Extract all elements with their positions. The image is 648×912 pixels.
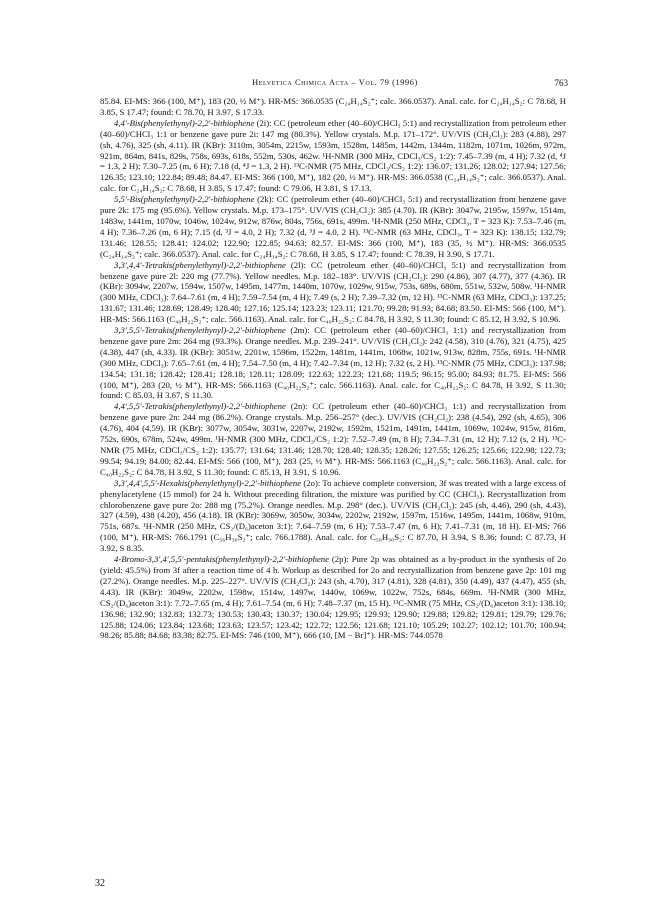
compound-title: 3,3′,4,4′-Tetrakis(phenylethynyl)-2,2′-bithiophene — [114, 259, 286, 270]
article-body — [100, 96, 566, 641]
running-header — [102, 78, 568, 90]
compound-title: 4,4′,5,5′-Tetrakis(phenylethynyl)-2,2′-bithiophene — [114, 401, 286, 412]
paragraph — [100, 96, 566, 118]
paragraph — [100, 325, 566, 401]
paragraph-text: 85.84. EI-MS: 366 (100, M⁺), 183 (20, ½ M⁺). HR-MS: 366.0535 (C₂₄H₁₄S₂⁺; calc. 366.0537). Anal. calc. for C₂₄H₁₄S₂: C 78.68, H 3.85, S 17.47; found: C 78.70, H 3.97, S 17.33. — [100, 96, 566, 117]
compound-title: 5,5′-Bis(phenylethynyl)-2,2′-bithiophene — [114, 194, 255, 205]
paragraph — [100, 554, 566, 641]
paragraph-text: (2i): CC (petroleum ether (40–60)/CHCl₃ 5:1) and recrystallization from petroleum ether (40–60)/CHCl₃ 1:1 or benzene gave pure 2i: 147 mg (80.3%). Yellow crystals. M.p. 171–172°. UV/VIS (CH₂Cl₂): 283 (4.88), 297 (sh, 4.76), 325 (sh, 4.11). IR (KBr): 3110m, 3054m, 2215w, 1593m, 1528m, 1485m, 1442m, 1344m, 1182m, 1071m, 1026m, 972m, 921m, 864m, 841s, 829s, 758s, 693s, 618s, 552m, 530s, 462w. ¹H-NMR (300 MHz, CDCl₃/CS₂ 1:2): 7.45–7.39 (m, 4 H); 7.32 (d, ⁴J = 1.3, 2 H); 7.30–7.25 (m, 6 H); 7.18 (d, ⁴J = 1.3, 2 H). ¹³C-NMR (75 MHz, CDCl₃/CS₂ 1:2): 136.07; 131.26; 128.02; 127.94; 127.56; 126.35; 123.10; 122.84; 89.48; 84.47. EI-MS: 366 (100, M⁺), 182 (20, ½ M⁺). HR-MS: 366.0538 (C₂₄H₁₄S₂⁺; calc. 366.0537). Anal. calc. for C₂₄H₁₄S₂: C 78.68, H 3.85, S 17.47; found: C 79.06, H 3.81, S 17.13. — [100, 117, 566, 194]
paragraph-text: (2k): CC (petroleum ether (40–60)/CHCl₃ 5:1) and recrystallization from benzene gave pure 2k: 175 mg (95.6%). Yellow crystals. M.p. 173–175°. UV/VIS (CH₂Cl₂): 385 (4.70). IR (KBr): 3047w, 2195w, 1597w, 1514m, 1483w, 1441m, 1070w, 1046w, 1024w, 912w, 876w, 804s, 756s, 691s, 499m. ¹H-NMR (250 MHz, CDCl₃, T = 323 K): 7.53–7.46 (m, 4 H); 7.36–7.26 (m, 6 H); 7.15 (d, ³J = 4.0, 2 H); 7.32 (d, ³J = 4.0, 2 H). ¹³C-NMR (63 MHz, CDCl₃, T = 323 K): 138.15; 132.79; 131.46; 128.55; 128.41; 124.02; 122.90; 122.85; 94.63; 82.57. EI-MS: 366 (100, M⁺), 183 (35, ½ M⁺). HR-MS: 366.0535 (C₂₄H₁₄S₂⁺; calc. 366.0537). Anal. calc. for C₂₄H₁₄S₂: C 78.68, H 3.85, S 17.47; found: C 78.39, H 3.90, S 17.71. — [100, 194, 566, 259]
journal-title: Helvetica Chimica Acta – Vol. 79 (1996) — [252, 78, 418, 87]
paragraph — [100, 194, 566, 259]
page-number: 763 — [554, 78, 568, 88]
footer-number: 32 — [95, 878, 105, 889]
paragraph-text: (2l): CC (petroleum ether (40–60)/CHCl₃ 5:1) and recrystallization from benzene gave pure 2l: 220 mg (77.7%). Yellow needles. M.p. 182–183°. UV/VIS (CH₂Cl₂): 290 (4.86), 307 (4.77), 377 (4.36). IR (KBr): 3094w, 2207w, 1594w, 1507w, 1495m, 1477m, 1440m, 1070w, 1029w, 915w, 753s, 689s, 680m, 551w, 532w, 508w. ¹H-NMR (300 MHz, CDCl₃): 7.64–7.61 (m, 4 H); 7.59–7.54 (m, 4 H); 7.49 (s, 2 H); 7.39–7.32 (m, 12 H). ¹³C-NMR (63 MHz, CDCl₃): 137.25; 131.67; 131.46; 128.69; 128.49; 128.40; 127.16; 125.14; 123.23; 123.11; 121.70; 99.28; 91.93; 84.68; 83.50. EI-MS: 566 (100, M⁺). HR-MS: 566.1163 (C₄₀H₂₂S₂⁺; calc. 566.1163). Anal. calc. for C₄₀H₂₂S₂: C 84.78, H 3.92, S 11.30; found: C 85.12, H 3.92, S 10.96. — [100, 259, 566, 325]
compound-title: 3,3′,4,4′,5,5′-Hexakis(phenylethynyl)-2,2′-bithiophene — [114, 477, 302, 488]
paragraph — [100, 118, 566, 194]
paragraph — [100, 401, 566, 477]
paragraph-text: (2o): To achieve complete conversion, 3f was treated with a large excess of phenylacetylene (15 mmol) for 24 h. Without preceding filtration, the mixture was purified by CC (CHCl₃). Recrystallization from chlorobenzene gave pure 2o: 288 mg (75.2%). Orange needles. M.p. 298° (dec.). UV/VIS (CH₂Cl₂): 245 (sh, 4.46), 290 (sh, 4.43), 327 (4.59), 438 (4.20), 456 (4.18). IR (KBr): 3069w, 3050w, 3034w, 2202w, 2192w, 1597m, 1516w, 1495m, 1441m, 1068w, 910m, 751s, 687s. ¹H-NMR (250 MHz, CS₂/(D₆)aceton 3:1): 7.64–7.59 (m, 6 H); 7.53–7.47 (m, 6 H); 7.41–7.31 (m, 18 H). EI-MS: 766 (100, M⁺). HR-MS: 766.1791 (C₅₆H₃₀S₂⁺; calc. 766.1788). Anal. calc. for C₅₆H₃₀S₂: C 87.70, H 3.94, S 8.36; found: C 87.73, H 3.92, S 8.35. — [100, 477, 566, 554]
paragraph-text: (2p): Pure 2p was obtained as a by-product in the synthesis of 2o (yield: 45.5%) from 3f after a reaction time of 4 h. Workup as described for 2o and recrystallization from benzene gave 2p: 101 mg (27.2%). Orange needles. M.p. 225–227°. UV/VIS (CH₂Cl₂): 243 (sh, 4.70), 317 (4.81), 328 (4.81), 350 (4.49), 437 (4.47), 455 (sh, 4.43). IR (KBr): 3049w, 2202w, 1598w, 1514w, 1497w, 1440w, 1069w, 1022w, 752s, 684s, 669m. ¹H-NMR (300 MHz, CS₂/(D₆)aceton 3:1): 7.72–7.65 (m, 4 H); 7.61–7.54 (m, 6 H); 7.48–7.37 (m, 15 H). ¹³C-NMR (75 MHz, CS₂/(D₆)aceton 3:1): 138.10; 136.98; 132.90; 132.83; 132.73; 130.53; 130.43; 130.37; 130.04; 129.95; 129.93; 129.90; 129.88; 129.82; 129.81; 129.79; 129.76; 125.88; 124.06; 123.84; 123.68; 123.63; 123.57; 123.42; 122.72; 122.56; 121.68; 121.10; 105.29; 102.27; 102.12; 101.70; 100.94; 98.26; 85.88; 84.68; 83.38; 82.75. EI-MS: 746 (100, M⁺), 666 (10, [M − Br]⁺). HR-MS: 744.0578 — [100, 554, 566, 641]
paragraph — [100, 260, 566, 325]
compound-title: 4,4′-Bis(phenylethynyl)-2,2′-bithiophene — [114, 117, 255, 128]
paragraph-text: (2m): CC (petroleum ether (40–60)/CHCl₃ 1:1) and recrystallization from benzene gave pure 2m: 264 mg (93.3%). Orange needles. M.p. 239–241°. UV/VIS (CH₂Cl₂): 242 (4.58), 310 (4.76), 321 (4.75), 425 (4.38), 447 (sh, 4.33). IR (KBr): 3051w, 2201w, 1596m, 1522m, 1481m, 1441m, 1068w, 1021w, 913w, 828m, 755s, 691s. ¹H-NMR (300 MHz, CDCl₃): 7.65–7.61 (m, 4 H); 7.54–7.50 (m, 4 H); 7.42–7.34 (m, 12 H); 7.32 (s, 2 H). ¹³C-NMR (75 MHz, CDCl₃): 137.98; 134.54; 131.18; 128.42; 128.41; 128.18; 128.11; 128.09; 122.63; 122.23; 121.68; 119.5; 96.15; 95.00; 84.93; 81.75. EI-MS: 566 (100, M⁺), 283 (20, ½ M⁺). HR-MS: 566.1163 (C₄₀H₂₂S₂⁺; calc. 566.1163). Anal. calc. for C₄₀H₂₂S₂: C 84.78, H 3.92, S 11.30; found: C 85.03, H 3.67, S 11.30. — [100, 325, 566, 401]
compound-title: 3,3′,5,5′-Tetrakis(phenylethynyl)-2,2′-bithiophene — [114, 325, 286, 336]
paragraph-text: (2n): CC (petroleum ether (40–60)/CHCl₃ 1:1) and recrystallization from benzene gave pure 2n: 244 mg (86.2%). Orange crystals. M.p. 256–257° (dec.). UV/VIS (CH₂Cl₂): 238 (4.54), 292 (sh, 4.65), 306 (4.76), 404 (4.59). IR (KBr): 3077w, 3054w, 3031w, 2207w, 2192w, 1592m, 1521m, 1491m, 1441m, 1069w, 1024w, 915w, 816m, 752s, 690s, 678m, 524w, 499m. ¹H-NMR (300 MHz, CDCl₃/CS₂ 1:2): 7.52–7.49 (m, 8 H); 7.34–7.31 (m, 12 H); 7.12 (s, 2 H). ¹³C-NMR (75 MHz, CDCl₃/CS₂ 1:2): 135.77; 131.64; 131.46; 128.70; 128.40; 128.35; 128.26; 127.55; 126.25; 125.66; 122.98; 122.73; 99.54; 94.19; 84.00; 82.44. EI-MS: 566 (100, M⁺), 283 (25, ½ M⁺). HR-MS: 566.1163 (C₄₀H₂₂S₂⁺; calc. 566.1163). Anal. calc. for C₄₀H₂₂S₂: C 84.78, H 3.92, S 11.30; found: C 85.13, H 3.91, S 10.96. — [100, 401, 566, 477]
compound-title: 4-Bromo-3,3′,4′,5,5′-pentakis(phenylethynyl)-2,2′-bithiophene — [114, 554, 329, 565]
paragraph — [100, 478, 566, 554]
